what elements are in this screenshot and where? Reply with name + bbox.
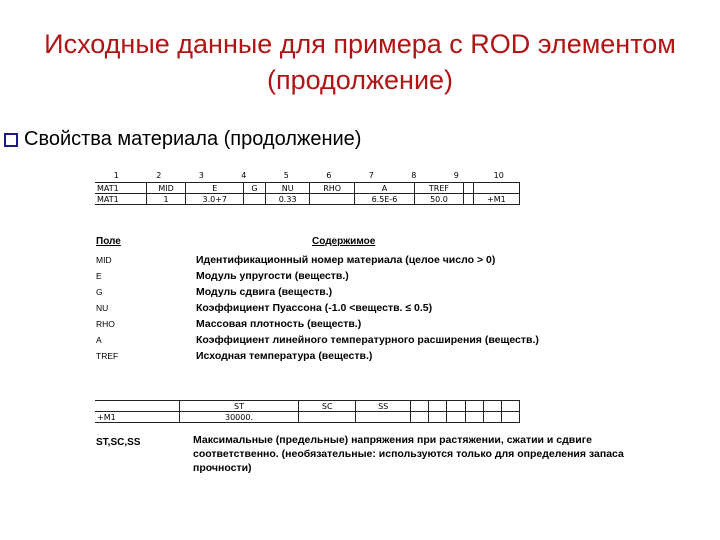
page-title: Исходные данные для примера с ROD элементом (продолжение) <box>44 29 676 95</box>
table-cell <box>299 412 356 423</box>
table-cell: G <box>244 183 266 194</box>
definition-row <box>96 348 656 364</box>
table-cell <box>463 183 473 194</box>
definition-field: A <box>96 335 102 345</box>
table-row <box>95 183 520 194</box>
table-cell <box>463 194 473 205</box>
table-cell <box>501 401 519 412</box>
table-cell <box>465 412 483 423</box>
definition-field: G <box>96 287 103 297</box>
table-cell <box>465 401 483 412</box>
table-cell: 50.0 <box>414 194 463 205</box>
definition-desc: Модуль сдвига (веществ.) <box>196 286 333 298</box>
column-number: 10 <box>493 171 504 180</box>
table-cell: E <box>186 183 244 194</box>
table-cell <box>95 401 179 412</box>
table-cell <box>501 412 519 423</box>
definition-desc: Идентификационный номер материала (целое число > 0) <box>196 254 496 266</box>
column-number: 1 <box>113 171 119 180</box>
table-cell: NU <box>265 183 309 194</box>
table-cell: MID <box>146 183 186 194</box>
table-cell: MAT1 <box>95 194 146 205</box>
table-cell <box>483 412 501 423</box>
definition-row <box>96 284 656 300</box>
table-cell <box>411 412 429 423</box>
definition-row <box>96 316 656 332</box>
definition-field: RHO <box>96 319 115 329</box>
table-cell <box>429 412 447 423</box>
table-cell: MAT1 <box>95 183 146 194</box>
definition-row <box>96 332 656 348</box>
definition-row <box>96 300 656 316</box>
definition-field: TREF <box>96 351 119 361</box>
table-cell: +M1 <box>95 412 179 423</box>
column-number: 8 <box>411 171 417 180</box>
definition-desc: Модуль упругости (веществ.) <box>196 270 349 282</box>
column-number: 9 <box>453 171 459 180</box>
table-cell <box>244 194 266 205</box>
table-cell: RHO <box>310 183 355 194</box>
column-numbers <box>95 171 520 180</box>
column-number: 4 <box>241 171 247 180</box>
table-row <box>95 412 520 423</box>
table-row <box>95 401 520 412</box>
column-number: 2 <box>156 171 162 180</box>
definition-row <box>96 252 656 268</box>
table-cell <box>310 194 355 205</box>
column-number: 6 <box>326 171 332 180</box>
field-column-header: Поле <box>96 236 121 247</box>
table-cell <box>411 401 429 412</box>
table-cell: TREF <box>414 183 463 194</box>
table-cell <box>473 183 519 194</box>
definitions-list <box>96 252 656 364</box>
table-cell: 30000. <box>179 412 299 423</box>
bullet-text: Свойства материала (продолжение) <box>24 128 362 150</box>
table-cell <box>356 412 411 423</box>
table-cell <box>447 412 465 423</box>
table-cell: +M1 <box>473 194 519 205</box>
continuation-card-table <box>95 400 520 423</box>
table-cell <box>429 401 447 412</box>
column-number: 7 <box>368 171 374 180</box>
stress-field-desc: Максимальные (предельные) напряжения при растяжении, сжатии и сдвиге соответственно. (необязательные: используются только для определения запаса прочности) <box>193 434 624 474</box>
definition-desc: Коэффициент Пуассона (-1.0 <веществ. ≤ 0.5) <box>196 302 433 314</box>
definition-field: E <box>96 271 102 281</box>
column-number: 5 <box>283 171 289 180</box>
table-cell: 1 <box>146 194 186 205</box>
table-cell: 3.0+7 <box>186 194 244 205</box>
table-cell: ST <box>179 401 299 412</box>
definition-desc: Исходная температура (веществ.) <box>196 350 373 362</box>
content-column-header: Содержимое <box>312 236 376 247</box>
table-cell <box>447 401 465 412</box>
table-cell: SS <box>356 401 411 412</box>
table-cell: A <box>354 183 414 194</box>
table-cell: 6.5E-6 <box>354 194 414 205</box>
table-cell: 0.33 <box>265 194 309 205</box>
definition-desc: Коэффициент линейного температурного расширения (веществ.) <box>196 334 539 346</box>
definition-desc: Массовая плотность (веществ.) <box>196 318 362 330</box>
definition-field: NU <box>96 303 109 313</box>
table-row <box>95 194 520 205</box>
column-number: 3 <box>198 171 204 180</box>
definition-field: MID <box>96 255 112 265</box>
bullet-icon <box>4 133 18 147</box>
bullet-item <box>4 128 361 151</box>
table-cell: SC <box>299 401 356 412</box>
definition-row <box>96 268 656 284</box>
mat1-card-table <box>95 182 520 205</box>
stress-field-label: ST,SC,SS <box>96 437 141 448</box>
table-cell <box>483 401 501 412</box>
